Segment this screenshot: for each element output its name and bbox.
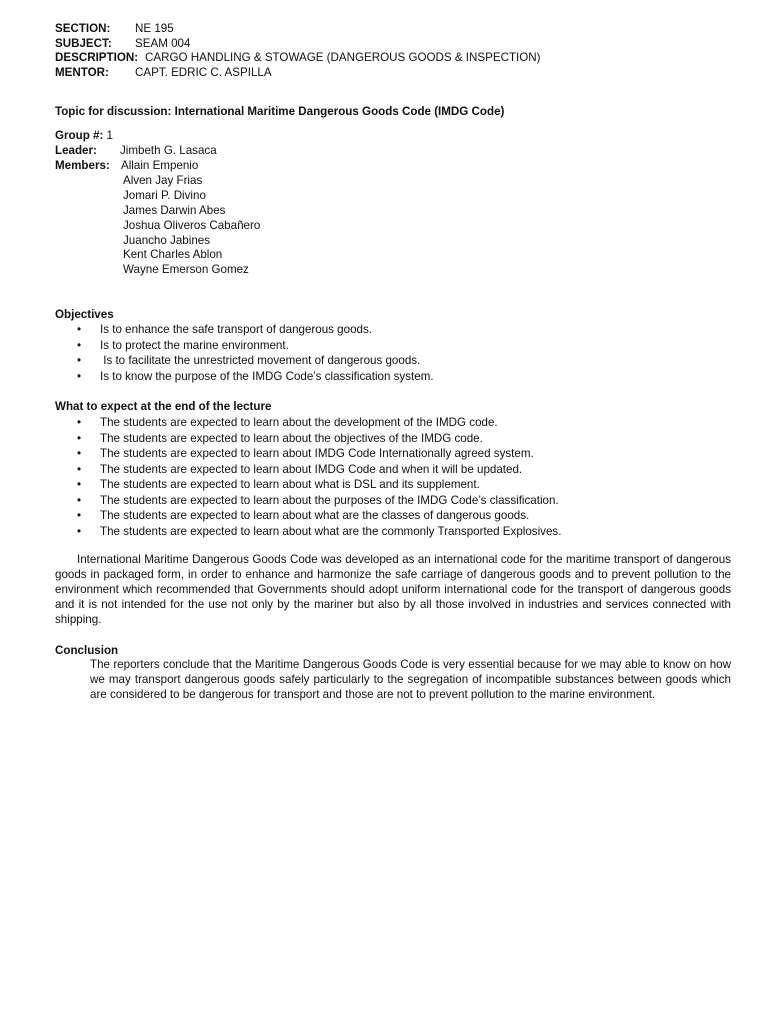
member-item: Jomari P. Divino [123,189,206,202]
group-row [55,128,113,143]
list-item-text: The students are expected to learn about IMDG Code Internationally agreed system. [100,447,534,460]
section-label: SECTION: [55,22,111,35]
section-value: NE 195 [135,22,174,35]
bullet-icon: • [77,338,82,352]
bullet-icon: • [77,509,82,522]
member-item: Joshua Oliveros Cabañero [123,219,261,232]
bullet-icon: • [77,354,82,367]
description-value: CARGO HANDLING & STOWAGE (DANGEROUS GOODS & INSPECTION) [145,51,541,64]
bullet-icon: • [77,416,82,429]
list-item-text: Is to know the purpose of the IMDG Code’s classification system. [100,369,434,383]
member-item: Allain Empenio [121,159,199,172]
mentor-row [55,65,272,80]
bullet-icon: • [77,431,82,445]
group-value: 1 [106,129,113,142]
bullet-icon: • [77,369,82,383]
leader-value: Jimbeth G. Lasaca [120,144,217,157]
list-item-text: Is to protect the marine environment. [100,338,289,352]
list-item-text: Is to facilitate the unrestricted movement of dangerous goods. [100,354,421,367]
member-item: Wayne Emerson Gomez [123,263,249,276]
conclusion-text: The reporters conclude that the Maritime Dangerous Goods Code is very essential because for we may able to know on how we may transport dangerous goods safely particularly to the segregation of incompatible substances between goods which are considered to be dangerous for transport and those are not to prevent pollution to the marine environment. [90,658,731,701]
topic-heading: Topic for discussion: International Maritime Dangerous Goods Code (IMDG Code) [55,105,505,118]
bullet-icon: • [77,493,82,507]
subject-row [55,36,191,51]
section-row [55,21,174,36]
list-item-text: The students are expected to learn about the objectives of the IMDG code. [100,431,483,445]
bullet-icon: • [77,524,82,538]
objectives-heading: Objectives [55,308,114,321]
member-item: Kent Charles Ablon [123,248,223,261]
member-item: Juancho Jabines [123,234,211,247]
member-item: Alven Jay Frias [123,174,203,187]
list-item-text: The students are expected to learn about what are the classes of dangerous goods. [100,509,530,522]
bullet-icon: • [77,447,82,460]
body-paragraph: International Maritime Dangerous Goods Code was developed as an international code for the maritime transport of dangerous goods in packaged form, in order to enhance and harmonize the safe carriage of dangerous goods and to prevent pollution to the environment which recommended that Governments should adopt uniform international code for the transport of dangerous goods and it is not intended for the use not only by the mariner but also by all those involved in industries and services connected with shipping. [55,553,731,626]
list-item-text: The students are expected to learn about what are the commonly Transported Explosives. [100,524,562,538]
list-item-text: The students are expected to learn about the development of the IMDG code. [100,416,498,429]
list-item-text: The students are expected to learn about the purposes of the IMDG Code’s classification. [100,493,559,507]
members-label: Members: [55,159,110,172]
mentor-label: MENTOR: [55,66,109,79]
description-row [55,50,541,65]
leader-row [55,143,97,158]
member-item: James Darwin Abes [123,204,226,217]
list-item-text: The students are expected to learn about what is DSL and its supplement. [100,478,480,491]
mentor-value: CAPT. EDRIC C. ASPILLA [135,66,272,79]
subject-label: SUBJECT: [55,37,112,50]
bullet-icon: • [77,478,82,491]
conclusion-heading: Conclusion [55,644,119,657]
list-item-text: The students are expected to learn about IMDG Code and when it will be updated. [100,462,523,476]
group-label: Group #: [55,129,104,142]
list-item-text: Is to enhance the safe transport of dangerous goods. [100,323,372,336]
leader-label: Leader: [55,144,97,157]
bullet-icon: • [77,462,82,476]
expectations-heading: What to expect at the end of the lecture [55,400,272,413]
description-label: DESCRIPTION: [55,51,139,64]
subject-value: SEAM 004 [135,37,191,50]
bullet-icon: • [77,323,82,336]
